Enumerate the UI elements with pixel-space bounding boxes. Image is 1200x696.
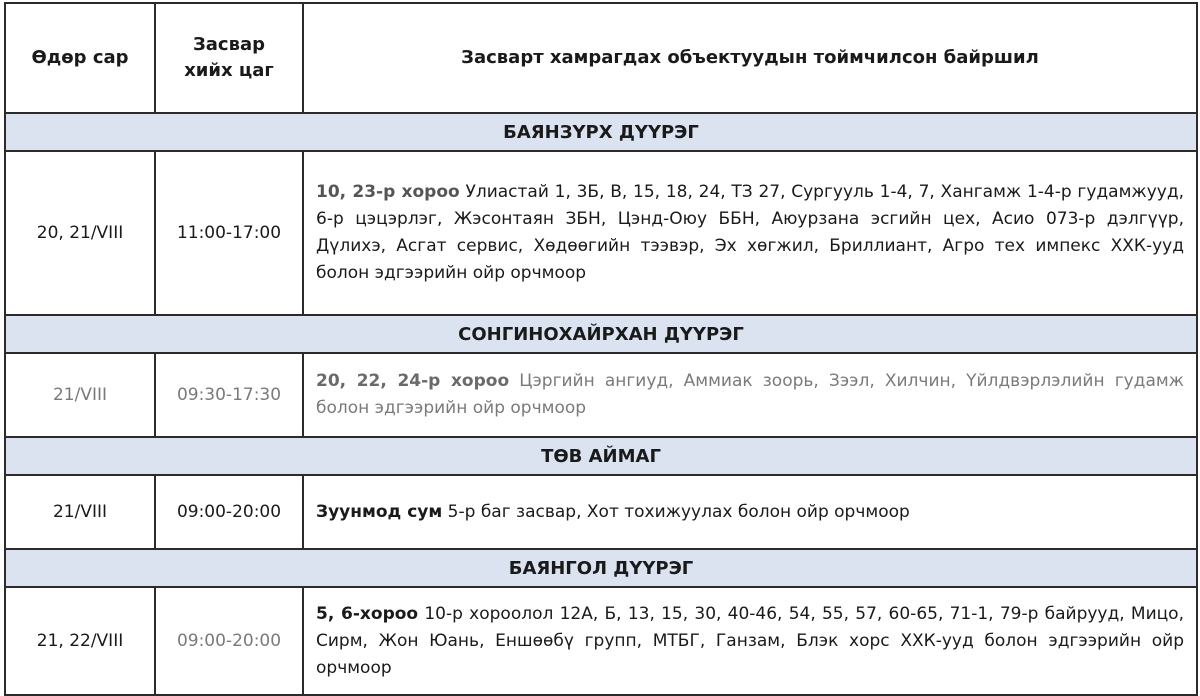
- time-cell: 11:00-17:00: [155, 151, 303, 315]
- section-title: БАЯНЗҮРХ ДҮҮРЭГ: [5, 113, 1197, 151]
- section-row-tuv-aimag: [5, 437, 1197, 475]
- table-row: [5, 353, 1197, 437]
- maintenance-schedule: [4, 2, 1196, 682]
- section-title: СОНГИНОХАЙРХАН ДҮҮРЭГ: [5, 315, 1197, 353]
- date-cell: 21/VIII: [5, 475, 155, 549]
- table-row: [5, 475, 1197, 549]
- time-cell: 09:00-20:00: [155, 475, 303, 549]
- section-title: БАЯНГОЛ ДҮҮРЭГ: [5, 549, 1197, 587]
- schedule-table: [4, 2, 1198, 696]
- header-date: Өдөр сар: [5, 3, 155, 113]
- section-title: ТӨВ АЙМАГ: [5, 437, 1197, 475]
- district-label: 5, 6-хороо: [316, 603, 419, 624]
- date-cell: 21, 22/VIII: [5, 587, 155, 695]
- section-row-songinokhairkhan: [5, 315, 1197, 353]
- district-label: 10, 23-р хороо: [316, 182, 460, 202]
- district-label: 20, 22, 24-р хороо: [316, 371, 510, 391]
- location-cell: [303, 587, 1197, 695]
- district-label: Зуунмод сум: [316, 501, 443, 522]
- table-row: [5, 151, 1197, 315]
- time-cell: 09:00-20:00: [155, 587, 303, 695]
- location-details: 5-р баг засвар, Хот тохижуулах болон ойр орчмоор: [447, 501, 910, 522]
- header-time: Засвар хийх цаг: [155, 3, 303, 113]
- location-cell: [303, 475, 1197, 549]
- date-cell: 21/VIII: [5, 353, 155, 437]
- header-row: [5, 3, 1197, 113]
- location-cell: [303, 353, 1197, 437]
- location-details: Улиастай 1, 3Б, В, 15, 18, 24, ТЗ 27, Сургууль 1-4, 7, Хангамж 1-4-р гудамжууд, 6-р цэцэрлэг, Жэсонтаян ЗБН, Цэнд-Оюу ББН, Аюурзана эсгийн цех, Асио 073-р дэлгүүр, Дүлихэ, Асгат сервис, Хөдөөгийн тээвэр, Эх хөгжил, Бриллиант, Агро тех импекс ХХК-ууд болон эдгээрийн ойр орчмоор: [316, 182, 1184, 283]
- location-details: 10-р хороолол 12А, Б, 13, 15, 30, 40-46, 54, 55, 57, 60-65, 71-1, 79-р байрууд, Мицо, Сирм, Жон Юань, Еншөөбү групп, МТБГ, Ганзам, Блэк хорс ХХК-ууд болон эдгээрийн ойр орчмоор: [316, 603, 1184, 678]
- section-row-bayanzurkh: [5, 113, 1197, 151]
- table-row: [5, 587, 1197, 695]
- date-cell: 20, 21/VIII: [5, 151, 155, 315]
- time-cell: 09:30-17:30: [155, 353, 303, 437]
- location-details: Цэргийн ангиуд, Аммиак зоорь, Зээл, Хилчин, Үйлдвэрлэлийн гудамж болон эдгээрийн ойр орчмоор: [316, 371, 1184, 418]
- location-cell: [303, 151, 1197, 315]
- section-row-bayangol: [5, 549, 1197, 587]
- header-location: Засварт хамрагдах объектуудын тоймчилсон байршил: [303, 3, 1197, 113]
